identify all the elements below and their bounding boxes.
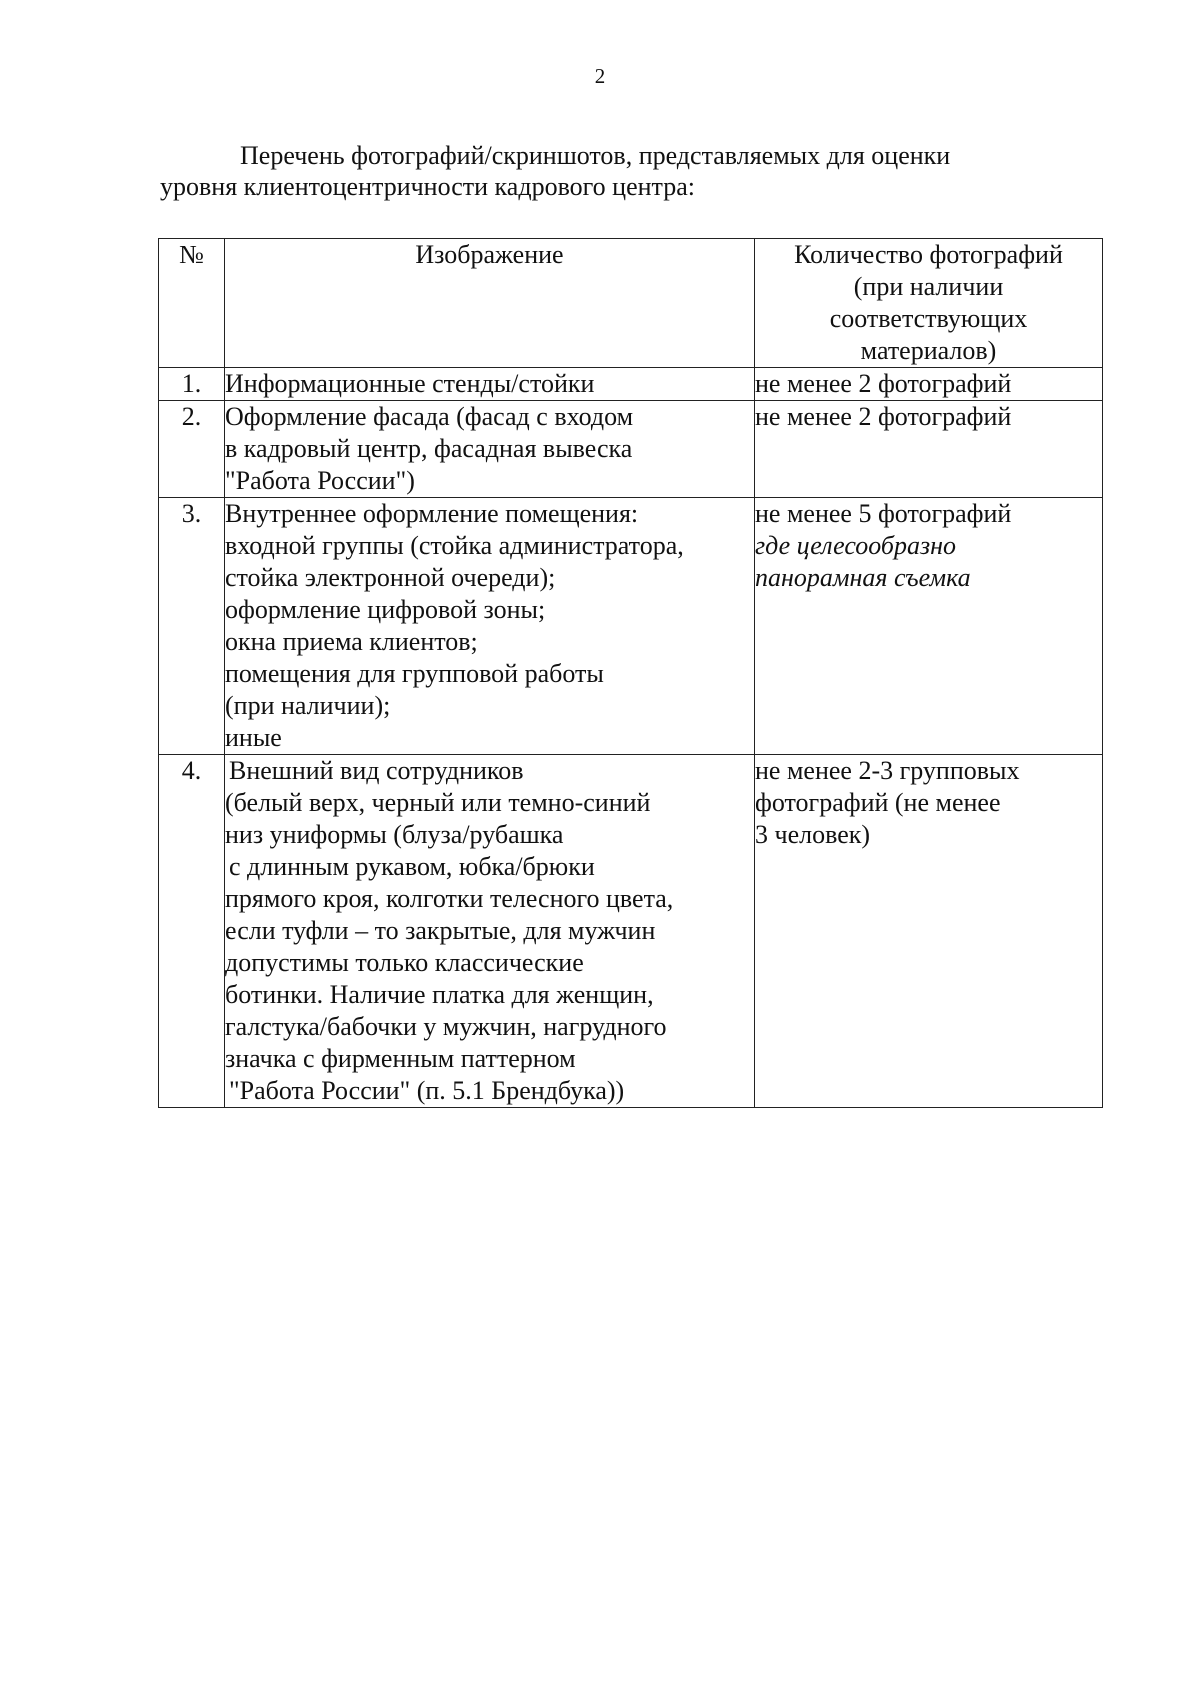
photo-quantity bbox=[755, 368, 1103, 401]
description-line: допустимы только классические bbox=[225, 948, 584, 977]
page-number: 2 bbox=[594, 64, 606, 88]
description-line: в кадровый центр, фасадная вывеска bbox=[225, 434, 633, 463]
photo-quantity bbox=[755, 498, 1103, 755]
quantity-line: не менее 2 фотографий bbox=[755, 369, 1012, 398]
description-line: Внутреннее оформление помещения: bbox=[225, 499, 639, 528]
quantity-line: 3 человек) bbox=[755, 820, 871, 849]
quantity-line: не менее 2 фотографий bbox=[755, 402, 1012, 431]
description-line: Информационные стенды/стойки bbox=[225, 369, 595, 398]
description-line: галстука/бабочки у мужчин, нагрудного bbox=[225, 1012, 667, 1041]
description-line: помещения для групповой работы bbox=[225, 659, 604, 688]
header-line: соответствующих bbox=[829, 304, 1028, 333]
photo-quantity bbox=[755, 755, 1103, 1108]
row-number: 3. bbox=[159, 498, 225, 755]
description-line: (белый верх, черный или темно-синий bbox=[225, 788, 651, 817]
description-line: входной группы (стойка администратора, bbox=[225, 531, 684, 560]
image-description bbox=[225, 368, 755, 401]
description-line: Внешний вид сотрудников bbox=[229, 756, 524, 785]
description-line: стойка электронной очереди); bbox=[225, 563, 556, 592]
quantity-note-line: где целесообразно bbox=[755, 531, 957, 560]
photo-requirements-table bbox=[158, 238, 1103, 1108]
description-line: низ униформы (блуза/рубашка bbox=[225, 820, 564, 849]
heading-line: Перечень фотографий/скриншотов, представляемых для оценки bbox=[240, 141, 951, 170]
row-number: 2. bbox=[159, 401, 225, 498]
image-description bbox=[225, 498, 755, 755]
description-line: ботинки. Наличие платка для женщин, bbox=[225, 980, 654, 1009]
column-header-image: Изображение bbox=[225, 239, 755, 368]
header-line: (при наличии bbox=[853, 272, 1004, 301]
description-line: с длинным рукавом, юбка/брюки bbox=[229, 852, 595, 881]
description-line: "Работа России" (п. 5.1 Брендбука)) bbox=[229, 1076, 625, 1105]
table-row bbox=[159, 368, 1103, 401]
table-row bbox=[159, 755, 1103, 1108]
table-row bbox=[159, 401, 1103, 498]
header-line: Количество фотографий bbox=[794, 240, 1063, 269]
row-number: 1. bbox=[159, 368, 225, 401]
header-line: материалов) bbox=[860, 336, 997, 365]
row-number: 4. bbox=[159, 755, 225, 1108]
quantity-line: не менее 5 фотографий bbox=[755, 499, 1012, 528]
description-line: Оформление фасада (фасад с входом bbox=[225, 402, 634, 431]
description-line: если туфли – то закрытые, для мужчин bbox=[225, 916, 656, 945]
description-line: окна приема клиентов; bbox=[225, 627, 478, 656]
description-line: прямого кроя, колготки телесного цвета, bbox=[225, 884, 674, 913]
image-description bbox=[225, 755, 755, 1108]
column-header-number: № bbox=[159, 239, 225, 368]
description-line: иные bbox=[225, 723, 282, 752]
description-line: оформление цифровой зоны; bbox=[225, 595, 546, 624]
table-header-row bbox=[159, 239, 1103, 368]
image-description bbox=[225, 401, 755, 498]
photo-quantity bbox=[755, 401, 1103, 498]
quantity-line: фотографий (не менее bbox=[755, 788, 1001, 817]
column-header-quantity bbox=[755, 239, 1103, 368]
document-heading bbox=[160, 140, 1060, 202]
heading-line: уровня клиентоцентричности кадрового центра: bbox=[160, 172, 695, 201]
quantity-note-line: панорамная съемка bbox=[755, 563, 971, 592]
quantity-line: не менее 2-3 групповых bbox=[755, 756, 1020, 785]
table-row bbox=[159, 498, 1103, 755]
description-line: значка с фирменным паттерном bbox=[225, 1044, 576, 1073]
description-line: "Работа России") bbox=[225, 466, 415, 495]
description-line: (при наличии); bbox=[225, 691, 391, 720]
